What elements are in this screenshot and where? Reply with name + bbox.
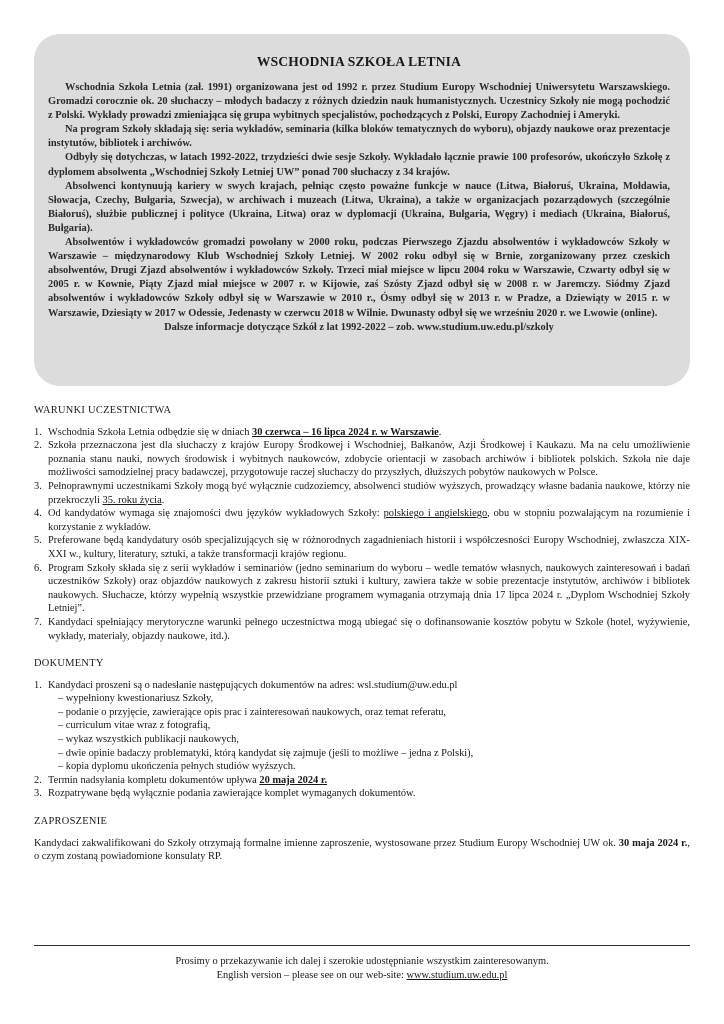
list-text: . [438, 426, 442, 438]
intro-paragraph-program: Na program Szkoły składają się: seria wykładów, seminaria (kilka bloków tematycznych do wyboru), objazdy naukowe oraz prezentacje instytutów, bibliotek i archiwów. [48, 124, 670, 150]
intro-paragraph-club: Absolwentów i wykładowców gromadzi powołany w 2000 roku, podczas Pierwszego Zjazdu absolwentów i wykładowców Szkoły w Warszawie – międzynarodowy Klub Wschodniej Szkoły Letniej. W 2002 roku odbył się w Brnie, zorganizowany przez czeskich absolwentów, Drugi Zjazd absolwentów i wykładowców Szkoły. Trzeci miał miejsce w lipcu 2004 roku w Warszawie, Czwarty odbył się w 2005 r. w Kownie, Piąty Zjazd miał miejsce w 2007 r. w Kijowie, zaś Szósty Zjazd odbył się w 2008 r. w Jaremczy. Siódmy Zjazd absolwentów i wykładowców Szkoły odbył się w Warszawie w 2010 r., Ósmy odbył się w 2013 r. w Pradze, a Dziewiąty w 2015 r. w Warszawie, Dziesiąty w 2017 w Odessie, Jedenasty w czerwcu 2018 w Wilnie. Dwunasty odbył się we wrześniu 2020 r. we Lwowie (online). [48, 237, 670, 319]
paragraph-text: Kandydaci zakwalifikowani do Szkoły otrzymają formalne imienne zaproszenie, wystosowane przez Studium Europy Wschodniej UW ok. [34, 837, 619, 849]
list-item [34, 426, 690, 440]
document-requirement: – podanie o przyjęcie, zawierające opis prac i zainteresowań naukowych, oraz temat referatu, [58, 706, 447, 718]
list-number: 1. [34, 426, 42, 438]
footer-english-text: English version – please see on our web-site: [216, 970, 407, 981]
list-number: 2. [34, 774, 42, 786]
list-item [34, 439, 690, 480]
list-number: 3. [34, 480, 42, 492]
list-number: 2. [34, 440, 42, 452]
list-number: 3. [34, 788, 42, 800]
list-number: 1. [34, 679, 42, 691]
intro-paragraph-history: Wschodnia Szkoła Letnia (zał. 1991) organizowana jest od 1992 r. przez Studium Europy Wschodniej Uniwersytetu Warszawskiego. Gromadzi corocznie ok. 20 słuchaczy – młodych badaczy z różnych dziedzin nauk humanistycznych. Uczestnicy Szkoły nie mogą pochodzić z Polski. Wykłady prowadzi zmieniająca się grupa wybitnych specjalistów, pochodzących z Polski, Europy Zachodniej i Ameryki. [48, 82, 670, 122]
intro-paragraph-sessions: Odbyły się dotychczas, w latach 1992-2022, trzydzieści dwie sesje Szkoły. Wykładało łącznie prawie 100 profesorów, ukończyło Szkołę z dyplomem absolwenta „Wschodniej Szkoły Letniej UW” ponad 700 słuchaczy z 34 krajów. [48, 152, 670, 178]
list-item [34, 787, 690, 801]
footer [34, 955, 690, 983]
deadline-highlight: 20 maja 2024 r. [259, 774, 328, 786]
document-requirement: – kopia dyplomu ukończenia pełnych studiów wyższych. [58, 761, 296, 773]
list-number: 4. [34, 508, 42, 520]
list-item [34, 679, 690, 774]
list-text: . [161, 494, 165, 506]
list-number: 6. [34, 562, 42, 574]
intro-paragraph-alumni: Absolwenci kontynuują kariery w swych krajach, pełniąc często poważne funkcje w nauce (Litwa, Białoruś, Ukraina, Mołdawia, Słowacja, Czechy, Bułgaria, Szwecja), w archiwach i muzeach (Litwa, Ukraina), a także w organizacjach pozarządowych (szczególnie Białoruś), służbie publicznej i polityce (Ukraina, Litwa) oraz w dyplomacji (Ukraina, Bułgaria, Węgry) i mediach (Ukraina, Białoruś, Bułgaria). [48, 180, 670, 234]
list-item [34, 616, 690, 643]
list-text: Program Szkoły składa się z serii wykładów i seminariów (jedno seminarium do wyboru – wedle tematów własnych, naukowych zainteresowań i badań uczestników Szkoły) oraz objazdów naukowych z zakresu historii sztuki i kultury, zawiera także w sobie prezentacje instytutów, archiwów i bibliotek naukowych. Słuchacze, którzy wypełnią wszystkie przewidziane programem wymagania otrzymają dnia 17 lipca 2024 r. „Dyplom Wschodniej Szkoły Letniej”. [48, 562, 690, 615]
list-text: Kandydaci spełniający merytoryczne warunki pełnego uczestnictwa mogą ubiegać się o dofinansowanie kosztów pobytu w Szkole (hotel, wyżywienie, wykłady, materiały, objazdy naukowe, itd.). [48, 616, 690, 642]
zaproszenie-paragraph [34, 837, 690, 864]
list-text: Szkoła przeznaczona jest dla słuchaczy z krajów Europy Środkowej i Wschodniej, Bałkanów, Azji Środkowej i Kaukazu. Ma na celu umożliwienie poznania stanu nauki, nowych środowisk i wybitnych naukowców, zdobycie orientacji w zasobach archiwów i bibliotek polskich. Szkoła nie daje możliwości samodzielnej pracy badawczej, przygotowuje raczej słuchaczy do przyszłych, dłuższych pobytów naukowych w Polsce. [48, 440, 690, 479]
document-requirement: – curriculum vitae wraz z fotografią, [58, 720, 211, 732]
list-text: Od kandydatów wymaga się znajomości dwu języków wykładowych Szkoły: [48, 508, 384, 520]
intro-more-info: Dalsze informacje dotyczące Szkół z lat 1992-2022 – zob. www.studium.uw.edu.pl/szkoly [164, 321, 554, 333]
footer-divider [34, 945, 690, 946]
warunki-list [34, 426, 690, 644]
languages-highlight: polskiego i angielskiego [383, 508, 488, 520]
document-requirement: – dwie opinie badaczy problematyki, którą kandydat się zajmuje (jeśli to możliwe – jedna z Polski), [58, 747, 474, 759]
list-item [34, 507, 690, 534]
website-link[interactable]: www.studium.uw.edu.pl [406, 970, 508, 981]
section-heading-warunki: WARUNKI UCZESTNICTWA [34, 405, 172, 416]
list-text: Rozpatrywane będą wyłącznie podania zawierające komplet wymaganych dokumentów. [48, 788, 416, 800]
footer-note: Prosimy o przekazywanie ich dalej i szerokie udostępnianie wszystkim zainteresowanym. [175, 956, 549, 967]
dates-highlight: 30 czerwca – 16 lipca 2024 r. w Warszawie [252, 426, 439, 438]
list-number: 7. [34, 616, 42, 628]
list-text: , obu w stopniu pozwalającym na rozumienie i korzystanie z wykładów. [48, 508, 690, 533]
document-requirement: – wykaz wszystkich publikacji naukowych, [58, 734, 239, 746]
list-item [34, 562, 690, 616]
age-limit-highlight: 35. roku życia [102, 494, 162, 506]
main-content [34, 404, 690, 864]
document-requirement: – wypełniony kwestionariusz Szkoły, [58, 693, 214, 705]
paragraph-text: , o czym zostaną powiadomione konsulaty RP. [34, 837, 690, 863]
intro-title: WSCHODNIA SZKOŁA LETNIA [256, 54, 462, 69]
list-text: Kandydaci proszeni są o nadesłanie następujących dokumentów na adres: wsl.studium@uw.edu.pl [48, 679, 458, 691]
dokumenty-list [34, 679, 690, 801]
list-text: Preferowane będą kandydatury osób specjalizujących się w różnorodnych zagadnieniach historii i współczesności Europy Wschodniej, zwłaszcza XIX-XXI w., kultury, literatury, sztuki, a także transformacji krajów regionu. [48, 535, 690, 560]
section-heading-zaproszenie: ZAPROSZENIE [34, 816, 108, 828]
list-item [34, 534, 690, 561]
list-text: Wschodnia Szkoła Letnia odbędzie się w dniach [48, 426, 252, 438]
intro-box [34, 34, 690, 386]
list-number: 5. [34, 535, 42, 547]
section-heading-dokumenty: DOKUMENTY [34, 658, 104, 670]
list-item [34, 480, 690, 507]
list-item [34, 774, 690, 788]
list-text: Termin nadsyłania kompletu dokumentów upływa [48, 774, 260, 786]
footer-english-note [34, 969, 690, 983]
invitation-date-highlight: 30 maja 2024 r. [618, 837, 688, 849]
list-text: Pełnoprawnymi uczestnikami Szkoły mogą być wyłącznie cudzoziemcy, absolwenci studiów wyższych, prowadzący własne badania naukowe, którzy nie przekroczyli [48, 480, 690, 506]
